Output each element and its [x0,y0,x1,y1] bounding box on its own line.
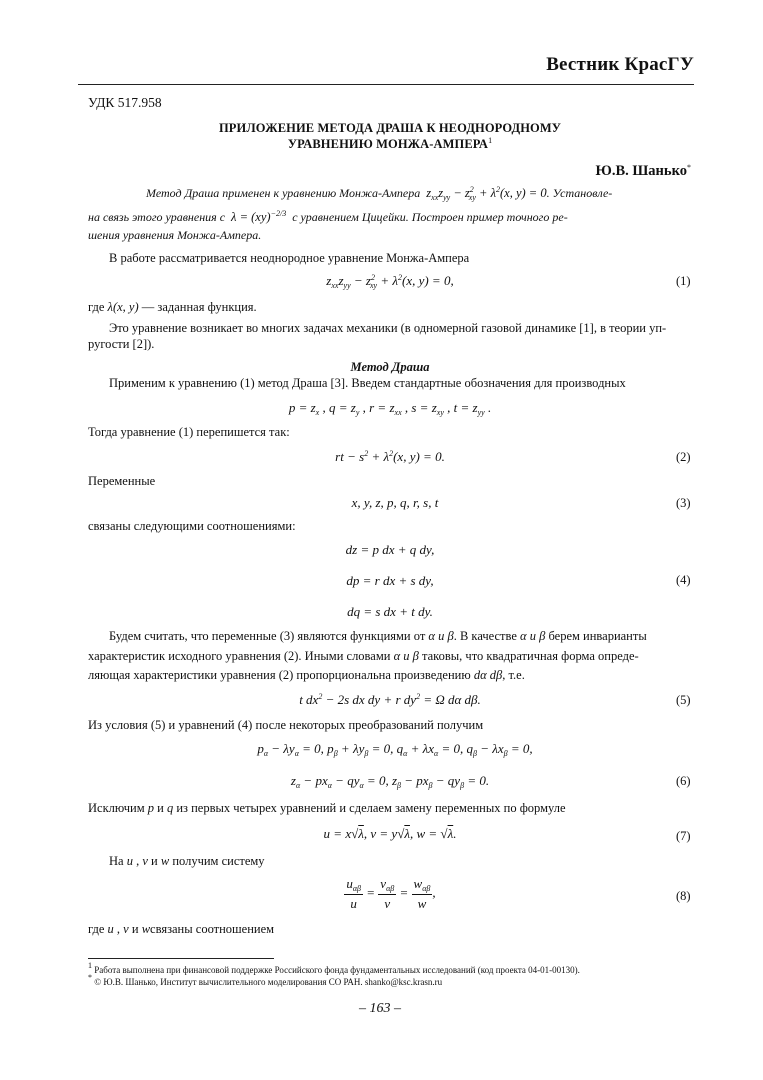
paragraph-invariants-line1: Будем считать, что переменные (3) являются функциями от α и β. В качестве α и β берем инварианты [109,629,647,643]
equation-1: $z_{xx}z_{yy} - z^2_{xy} + \lambda^2(x$, y) = 0, [326,273,454,290]
paragraph-transform: Из условия (5) и уравнений (4) после некоторых преобразований получим [88,718,484,732]
abstract-line1: Метод Драша применен к уравнению Монжа-Ампера $z_{xx}z_{yy} - z^2_{xy} + \lambda^2(x$, y) = 0. Установле- [146,185,613,202]
equation-number-8: (8) [676,889,691,903]
equation-number-4: (4) [676,573,691,587]
equation-2: rt − $s^2 + \lambda^2(x$, y) = 0. [335,449,445,464]
title-footnote-mark: 1 [488,136,493,145]
paragraph-eliminate: Исключим p и q из первых четырех уравнений и сделаем замену переменных по формуле [88,801,566,815]
equation-4b: dp = r dx + s dy, [346,573,434,588]
equation-4c: dq = s dx + t dy. [347,604,433,619]
paragraph-invariants-line3: ляющая характеристики уравнения (2) пропорциональна произведению dα dβ, т.е. [88,668,525,682]
footnote-rule [88,958,274,959]
equation-number-3: (3) [676,496,691,510]
paragraph-applications-line1: Это уравнение возникает во многих задачах механики (в одномерной газовой динамике [1], в теории уп- [109,321,667,335]
footnote-2: * © Ю.В. Шанько, Институт вычислительного моделирования СО РАН. shanko@ksc.krasn.ru [88,973,443,987]
paragraph-variables: Переменные [88,474,156,488]
equation-5: t $dx^2 - 2s$ dx dy + r $dy^2 = \Omega$ dα dβ. [299,692,481,707]
paragraph-invariants-line2: характеристик исходного уравнения (2). Иными словами α и β таковы, что квадратичная форма опреде- [88,649,639,663]
equation-3: x, y, z, p, q, r, s, t [351,495,439,510]
paragraph-system: На u , v и w получим систему [109,854,265,868]
author-name: Ю.В. Шанько* [595,163,691,179]
paragraph-where: где λ(x, y) — заданная функция. [88,300,257,314]
article-title-line1: ПРИЛОЖЕНИЕ МЕТОДА ДРАША К НЕОДНОРОДНОМУ [218,121,562,135]
paragraph-rewrite: Тогда уравнение (1) перепишется так: [88,425,290,439]
equation-number-2: (2) [676,450,691,464]
equation-7: u = x√λ, v = y√λ, w = √λ. [323,826,457,841]
paragraph-relations: связаны следующими соотношениями: [88,519,296,533]
abstract-line2: на связь этого уравнения с λ = (xy)$^{-2/3}$ с уравнением Цицейки. Построен пример точного ре- [88,209,568,224]
article-title-line2: УРАВНЕНИЮ МОНЖА-АМПЕРА$^1$ [287,136,493,151]
equation-6a: $p_\alpha - \lambda y_\alpha = 0$, $p_\beta + \lambda y_\beta = 0$, $q_\alpha + \lambda x_\alpha = 0$, $q_\beta - \lambda x_\beta = 0$, [257,741,533,758]
paragraph-notation: Применим к уравнению (1) метод Драша [3]. Введем стандартные обозначения для производных [109,376,626,390]
equation-number-5: (5) [676,693,691,707]
equation-number-7: (7) [676,829,691,843]
udc-code: УДК 517.958 [88,95,162,110]
page-number: – 163 – [359,1001,401,1016]
section-heading: Метод Драша [350,360,430,374]
paragraph-intro: В работе рассматривается неоднородное уравнение Монжа-Ампера [109,251,470,265]
abstract-line3: шения уравнения Монжа-Ампера. [88,228,262,242]
header-rule [78,84,694,85]
paragraph-related: где u , v и wсвязаны соотношением [88,922,275,936]
derivative-notation: $p = z_x$ , $q = z_y$ , $r = z_{xx}$ , $s = z_{xy}$ , $t = z_{yy}$ . [288,400,492,417]
equation-6b: $z_\alpha - px_\alpha - qy_\alpha = 0$, $z_\beta - px_\beta - qy_\beta = 0$. [290,773,490,790]
author-footnote-mark: * [687,163,691,172]
equation-4a: dz = p dx + q dy, [345,542,435,557]
footnote-1: $^1$ Работа выполнена при финансовой поддержке Российского фонда фундаментальных исследований (код проекта 04-01-00130). [88,961,580,975]
equation-number-1: (1) [676,274,691,288]
paragraph-applications-line2: ругости [2]). [88,337,155,351]
journal-title: Вестник КрасГУ [546,54,694,75]
equation-number-6: (6) [676,774,691,788]
equation-8: $\frac{u_{\alpha\beta}}{u}$ = $\frac{v_{\alpha\beta}}{v}$ = $\frac{w_{\alpha\beta}}{w}$ , [346,876,436,911]
